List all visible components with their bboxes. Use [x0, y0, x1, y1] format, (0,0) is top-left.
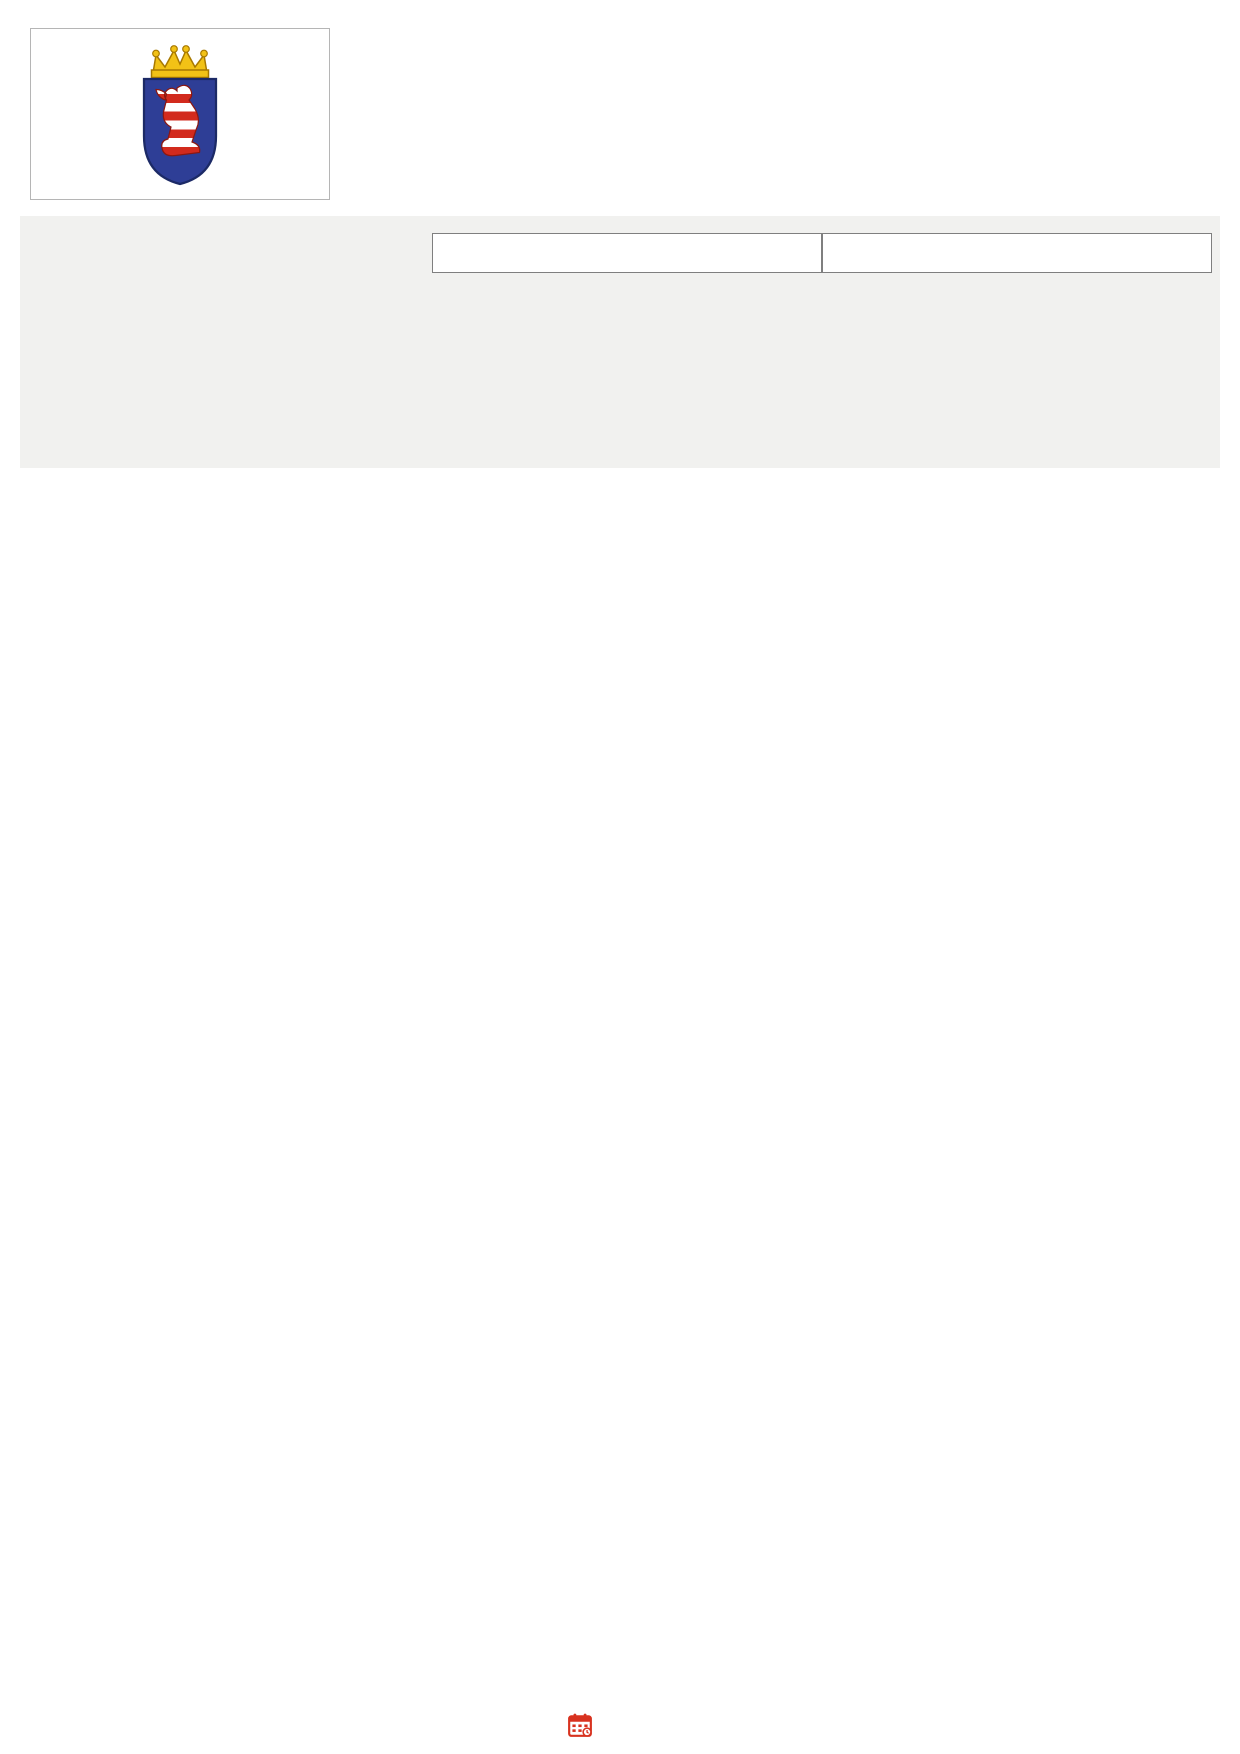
middle-band [20, 216, 1220, 468]
holiday-list [36, 226, 432, 456]
brand [567, 1712, 600, 1738]
page-footer [0, 1712, 1240, 1738]
vacation-col-header-freitag [432, 233, 822, 273]
hessen-flag [30, 28, 330, 200]
calendar-icon [567, 1712, 593, 1738]
hessen-coat-of-arms-icon [132, 43, 228, 187]
vacation-table [432, 230, 1212, 276]
vacation-col-header-daten [822, 233, 1212, 273]
vacation-table-wrap [432, 226, 1220, 456]
page-header [0, 0, 1240, 200]
